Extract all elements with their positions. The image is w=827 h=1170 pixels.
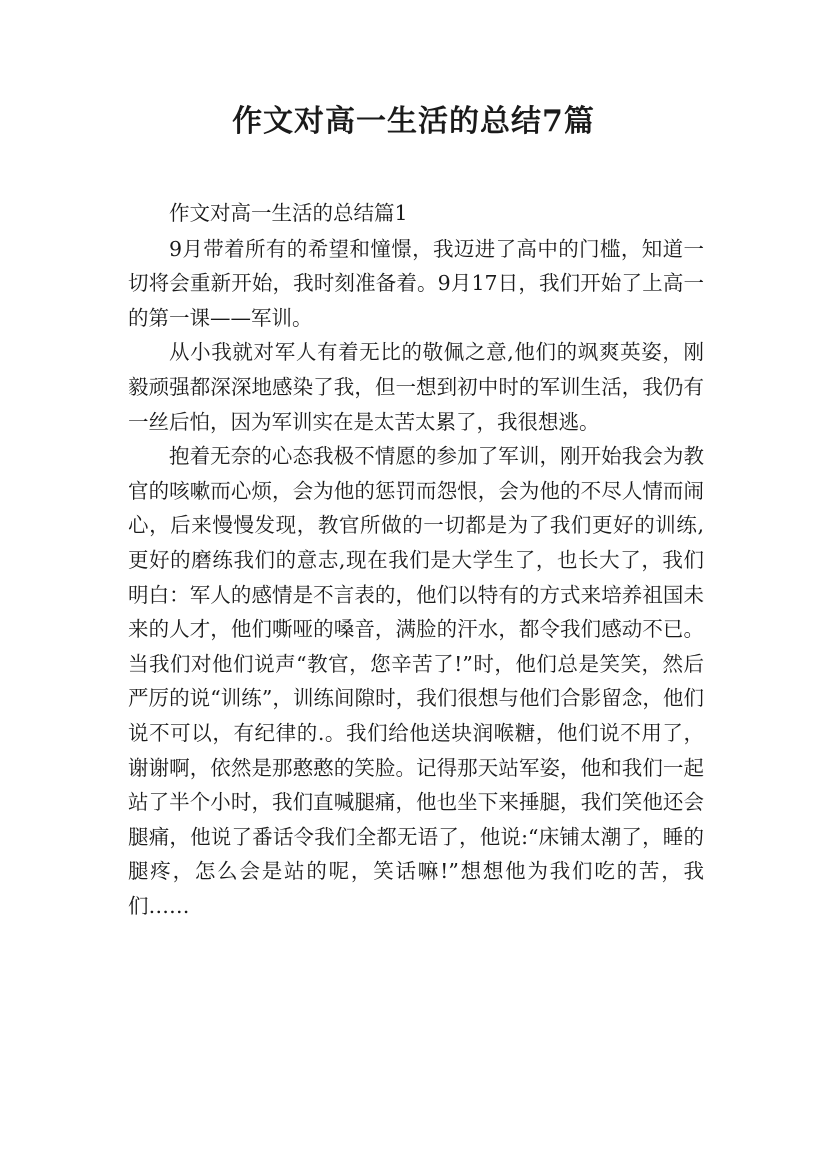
paragraph: 从小我就对军人有着无比的敬佩之意,他们的飒爽英姿，刚毅顽强都深深地感染了我，但一想到初中时的军训生活，我仍有一丝后怕，因为军训实在是太苦太累了，我很想逃。	[128, 340, 704, 434]
paragraph: 9月带着所有的希望和憧憬，我迈进了高中的门槛，知道一切将会重新开始，我时刻准备着。9月17日，我们开始了上高一的第一课——军训。	[128, 236, 704, 330]
paragraph: 抱着无奈的心态我极不情愿的参加了军训，刚开始我会为教官的咳嗽而心烦，会为他的惩罚而怨恨，会为他的不尽人情而闹心，后来慢慢发现，教官所做的一切都是为了我们更好的训练,更好的磨练我们的意志,现在我们是大学生了，也长大了，我们明白：军人的感情是不言表的，他们以特有的方式来培养祖国未来的人才，他们嘶哑的嗓音，满脸的汗水，都令我们感动不已。当我们对他们说声“教官，您辛苦了!”时，他们总是笑笑，然后严厉的说“训练”，训练间隙时，我们很想与他们合影留念，他们说不可以，有纪律的.。我们给他送块润喉糖，他们说不用了，谢谢啊，依然是那憨憨的笑脸。记得那天站军姿，他和我们一起站了半个小时，我们直喊腿痛，他也坐下来捶腿，我们笑他还会腿痛，他说了番话令我们全都无语了，他说:“床铺太潮了，睡的腿疼，怎么会是站的呢，笑话嘛!”想想他为我们吃的苦，我们……	[128, 444, 704, 918]
document-body	[128, 196, 704, 923]
section-heading: 作文对高一生活的总结篇1	[169, 201, 408, 225]
document-title: 作文对高一生活的总结7篇	[232, 104, 595, 139]
